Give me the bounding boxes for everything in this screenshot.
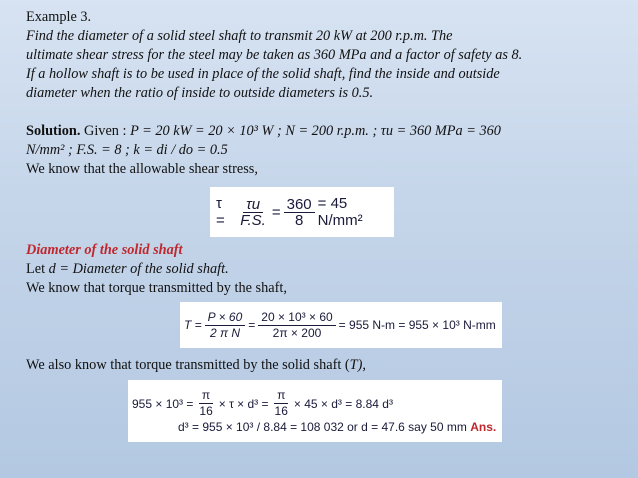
eq1-fraction-1: $\frac{\tau u}{F.S.}$ xyxy=(240,195,266,229)
let-definition: Let d = Diameter of the solid shaft. xyxy=(26,261,229,277)
allowable-stress-text: We know that the allowable shear stress, xyxy=(26,161,258,177)
given-line-2: N/mm² ; F.S. = 8 ; k = di / do = 0.5 xyxy=(26,142,228,158)
answer-label: Ans. xyxy=(470,420,497,434)
given-line-1 xyxy=(26,122,501,140)
eq2-lhs: T = xyxy=(184,318,202,332)
equation-shear-stress: τ = $\frac{\tau u}{F.S.}$ = $\frac{360}{8}$ = 45 N/mm² xyxy=(210,187,394,237)
eq2-rhs: = 955 N-m = 955 × 10³ N-mm xyxy=(338,318,496,332)
eq1-fraction-2: $\frac{360}{8}$ xyxy=(284,197,315,228)
problem-line-2: ultimate shear stress for the steel may be taken as 360 MPa and a factor of safety as 8. xyxy=(26,47,523,63)
equation-solid-shaft xyxy=(128,380,502,442)
given-word: Given : xyxy=(80,123,131,139)
torque-text: We know that torque transmitted by the shaft, xyxy=(26,280,287,296)
eq2-fraction-2: $\frac{\text{20 × 10³ × 60}}{2\pi \times 200}$ xyxy=(258,310,335,341)
solution-label: Solution. xyxy=(26,123,81,139)
also-torque-text: We also know that torque transmitted by the solid shaft (T), xyxy=(26,357,366,373)
eq1-rhs: = 45 N/mm² xyxy=(317,195,363,229)
eq3-line-1: 955 × 10³ = $\frac{\pi}{16}$ × τ × d³ = $\frac{\pi}{16}$ × 45 × d³ = 8.84 d³ xyxy=(132,388,393,418)
eq1-lhs: τ = xyxy=(216,195,225,229)
eq3-line-2: d³ = 955 × 10³ / 8.84 = 108 032 or d = 47.6 say 50 mm Ans. xyxy=(178,420,497,434)
problem-line-3: If a hollow shaft is to be used in place of the solid shaft, find the inside and outside xyxy=(26,66,500,82)
given-values-1: P = 20 kW = 20 × 10³ W ; N = 200 r.p.m. ; τu = 360 MPa = 360 xyxy=(130,123,501,139)
example-heading: Example 3. xyxy=(26,9,92,25)
solid-shaft-heading: Diameter of the solid shaft xyxy=(26,242,183,258)
problem-line-4: diameter when the ratio of inside to outside diameters is 0.5. xyxy=(26,85,374,101)
eq2-fraction-1: $\frac{P \times 60}{\text{2 π N}}$ xyxy=(205,310,246,341)
equation-torque: T = $\frac{P \times 60}{\text{2 π N}}$ = $\frac{\text{20 × 10³ × 60}}{2\pi \times 200}$ = 955 N-m = 955 × 10³ N-mm xyxy=(180,302,502,348)
problem-line-1: Find the diameter of a solid steel shaft to transmit 20 kW at 200 r.p.m. The xyxy=(26,28,453,44)
